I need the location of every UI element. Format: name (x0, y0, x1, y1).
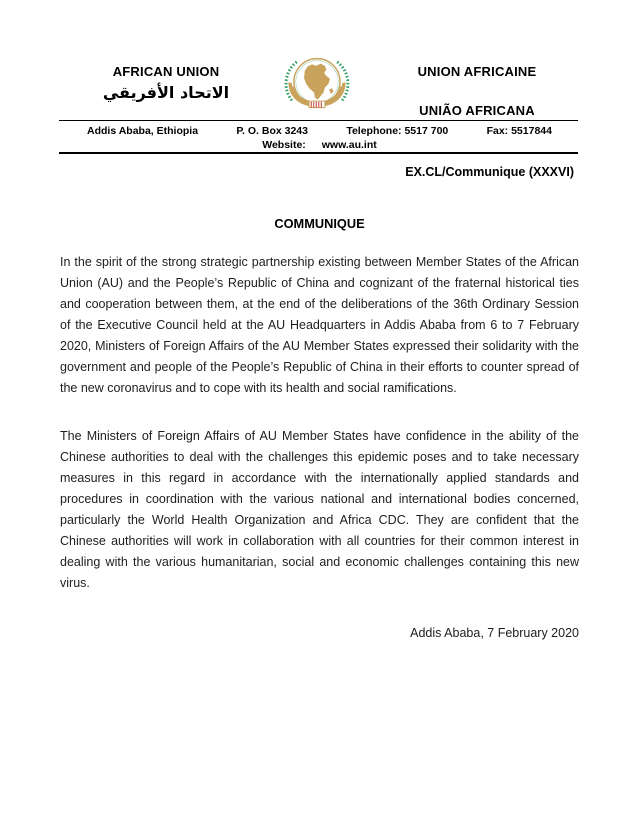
website-label: Website: (262, 139, 306, 151)
address-city: Addis Ababa, Ethiopia (87, 125, 199, 137)
header-right-block (372, 64, 582, 118)
document-reference: EX.CL/Communique (XXXVI) (405, 165, 574, 179)
website-line (60, 139, 579, 151)
document-title: COMMUNIQUE (274, 216, 365, 231)
address-line (60, 125, 579, 137)
header-divider-top (59, 120, 578, 121)
org-name-arabic: الاتحاد الأفريقي (102, 83, 230, 102)
org-name-english: AFRICAN UNION (112, 64, 220, 79)
website-url: www.au.int (321, 139, 377, 151)
african-union-emblem-icon (281, 50, 353, 122)
body-paragraph-2: The Ministers of Foreign Affairs of AU Member States have confidence in the ability of the Chinese authorities to deal with the challenges this epidemic poses and to take necessary measures in this regard in accordance with the internationally applied standards and procedures in coordination with the various national and international bodies concerned, particularly the World Health Organization and Africa CDC. They are confident that the Chinese authorities will work in collaboration with all countries for their common interest in dealing with the various humanitarian, social and economic challenges containing this new virus. (60, 429, 579, 590)
address-pobox: P. O. Box 3243 (236, 125, 308, 137)
dateline: Addis Ababa, 7 February 2020 (410, 626, 579, 640)
header-divider-bottom (59, 152, 578, 154)
org-name-french: UNION AFRICAINE (417, 64, 537, 79)
address-telephone: Telephone: 5517 700 (346, 125, 449, 137)
body-paragraph-1: In the spirit of the strong strategic partnership existing between Member States of the African Union (AU) and the People’s Republic of China and cognizant of the fraternal historical ties and cooperation between them, at the end of the deliberations of the 36th Ordinary Session of the Executive Council held at the AU Headquarters in Addis Ababa from 6 to 7 February 2020, Ministers of Foreign Affairs of the AU Member States expressed their solidarity with the government and people of the People’s Republic of China in their efforts to counter spread of the new coronavirus and to cope with its health and social ramifications. (60, 255, 579, 395)
address-fax: Fax: 5517844 (486, 125, 552, 137)
header-left-block (57, 64, 275, 103)
org-name-portuguese: UNIÃO AFRICANA (419, 103, 535, 118)
document-body (60, 252, 579, 644)
